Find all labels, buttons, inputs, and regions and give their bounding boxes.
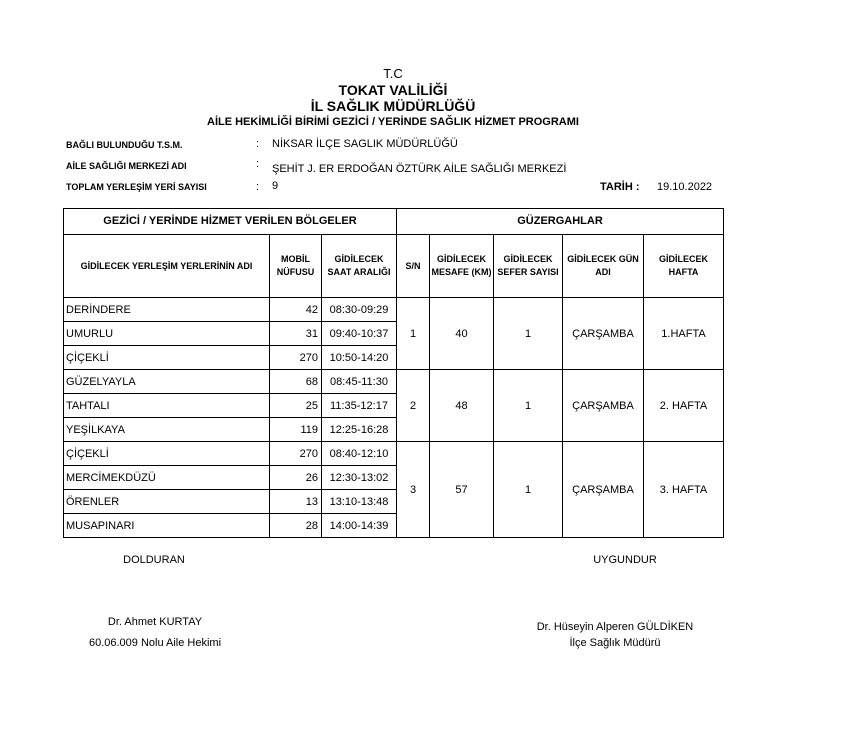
route-day: ÇARŞAMBA — [563, 298, 644, 370]
time-range: 14:00-14:39 — [322, 514, 397, 538]
tsm-label: BAĞLI BULUNDUĞU T.S.M. — [66, 140, 183, 150]
group-header-routes: GÜZERGAHLAR — [397, 209, 724, 235]
settlement-name: MUSAPINARI — [64, 514, 270, 538]
date-value: 19.10.2022 — [657, 181, 713, 193]
route-sn: 1 — [397, 298, 430, 370]
header-governorship: TOKAT VALİLİĞİ — [338, 82, 448, 98]
left-signatory-name: Dr. Ahmet KURTAY — [107, 616, 203, 628]
mobile-population: 26 — [270, 466, 322, 490]
asm-label: AİLE SAĞLIĞI MERKEZİ ADI — [66, 161, 187, 171]
route-trips: 1 — [494, 298, 563, 370]
route-week: 1.HAFTA — [644, 298, 724, 370]
route-week: 3. HAFTA — [644, 442, 724, 538]
time-range: 13:10-13:48 — [322, 490, 397, 514]
col-header-population: MOBİL NÜFUSU — [270, 235, 322, 298]
col-header-sn: S/N — [397, 235, 430, 298]
col-header-time: GİDİLECEK SAAT ARALIĞI — [322, 235, 397, 298]
date-label: TARİH : — [600, 181, 640, 193]
time-range: 12:30-13:02 — [322, 466, 397, 490]
program-table — [63, 208, 724, 538]
time-range: 08:40-12:10 — [322, 442, 397, 466]
settlement-name: GÜZELYAYLA — [64, 370, 270, 394]
settlement-count-value: 9 — [272, 180, 279, 192]
route-sn: 2 — [397, 370, 430, 442]
settlement-name: ÖRENLER — [64, 490, 270, 514]
settlement-name: MERCİMEKDÜZÜ — [64, 466, 270, 490]
mobile-population: 68 — [270, 370, 322, 394]
settlement-count-colon: : — [256, 181, 260, 193]
document-title: AİLE HEKİMLİĞİ BİRİMİ GEZİCİ / YERİNDE SAĞLIK HİZMET PROGRAMI — [207, 116, 579, 128]
route-day: ÇARŞAMBA — [563, 442, 644, 538]
settlement-name: ÇİÇEKLİ — [64, 346, 270, 370]
settlement-name: DERİNDERE — [64, 298, 270, 322]
header-tc: T.C — [383, 66, 403, 81]
mobile-population: 119 — [270, 418, 322, 442]
table-row — [64, 298, 724, 322]
time-range: 12:25-16:28 — [322, 418, 397, 442]
approved-label: UYGUNDUR — [593, 554, 657, 566]
settlement-name: TAHTALI — [64, 394, 270, 418]
col-header-distance: GİDİLECEK MESAFE (KM) — [430, 235, 494, 298]
route-sn: 3 — [397, 442, 430, 538]
table-row — [64, 370, 724, 394]
col-header-trips: GİDİLECEK SEFER SAYISI — [494, 235, 563, 298]
mobile-population: 270 — [270, 346, 322, 370]
route-trips: 1 — [494, 442, 563, 538]
time-range: 11:35-12:17 — [322, 394, 397, 418]
settlement-count-label: TOPLAM YERLEŞİM YERİ SAYISI — [66, 182, 207, 192]
time-range: 10:50-14:20 — [322, 346, 397, 370]
col-header-settlement: GİDİLECEK YERLEŞİM YERLERİNİN ADI — [64, 235, 270, 298]
left-signatory-title: 60.06.009 Nolu Aile Hekimi — [88, 637, 222, 649]
group-header-regions: GEZİCİ / YERİNDE HİZMET VERİLEN BÖLGELER — [64, 209, 397, 235]
asm-colon: : — [256, 158, 260, 170]
mobile-population: 31 — [270, 322, 322, 346]
route-trips: 1 — [494, 370, 563, 442]
mobile-population: 13 — [270, 490, 322, 514]
settlement-name: UMURLU — [64, 322, 270, 346]
tsm-value: NİKSAR İLÇE SAGLIK MÜDÜRLÜĞÜ — [272, 138, 458, 150]
table-row — [64, 442, 724, 466]
mobile-population: 42 — [270, 298, 322, 322]
col-header-day: GİDİLECEK GÜN ADI — [563, 235, 644, 298]
mobile-population: 270 — [270, 442, 322, 466]
time-range: 09:40-10:37 — [322, 322, 397, 346]
settlement-name: ÇİÇEKLİ — [64, 442, 270, 466]
right-signatory-name: Dr. Hüseyin Alperen GÜLDİKEN — [536, 621, 694, 633]
filled-by-label: DOLDURAN — [123, 554, 185, 566]
header-health-directorate: İL SAĞLIK MÜDÜRLÜĞÜ — [310, 98, 476, 114]
col-header-week: GİDİLECEK HAFTA — [644, 235, 724, 298]
tsm-colon: : — [256, 138, 260, 150]
time-range: 08:30-09:29 — [322, 298, 397, 322]
route-distance: 57 — [430, 442, 494, 538]
settlement-name: YEŞİLKAYA — [64, 418, 270, 442]
mobile-population: 25 — [270, 394, 322, 418]
right-signatory-title: İlçe Sağlık Müdürü — [569, 637, 661, 649]
route-week: 2. HAFTA — [644, 370, 724, 442]
route-day: ÇARŞAMBA — [563, 370, 644, 442]
asm-value: ŞEHİT J. ER ERDOĞAN ÖZTÜRK AİLE SAĞLIĞI MERKEZİ — [272, 163, 567, 175]
mobile-population: 28 — [270, 514, 322, 538]
route-distance: 40 — [430, 298, 494, 370]
time-range: 08:45-11:30 — [322, 370, 397, 394]
route-distance: 48 — [430, 370, 494, 442]
